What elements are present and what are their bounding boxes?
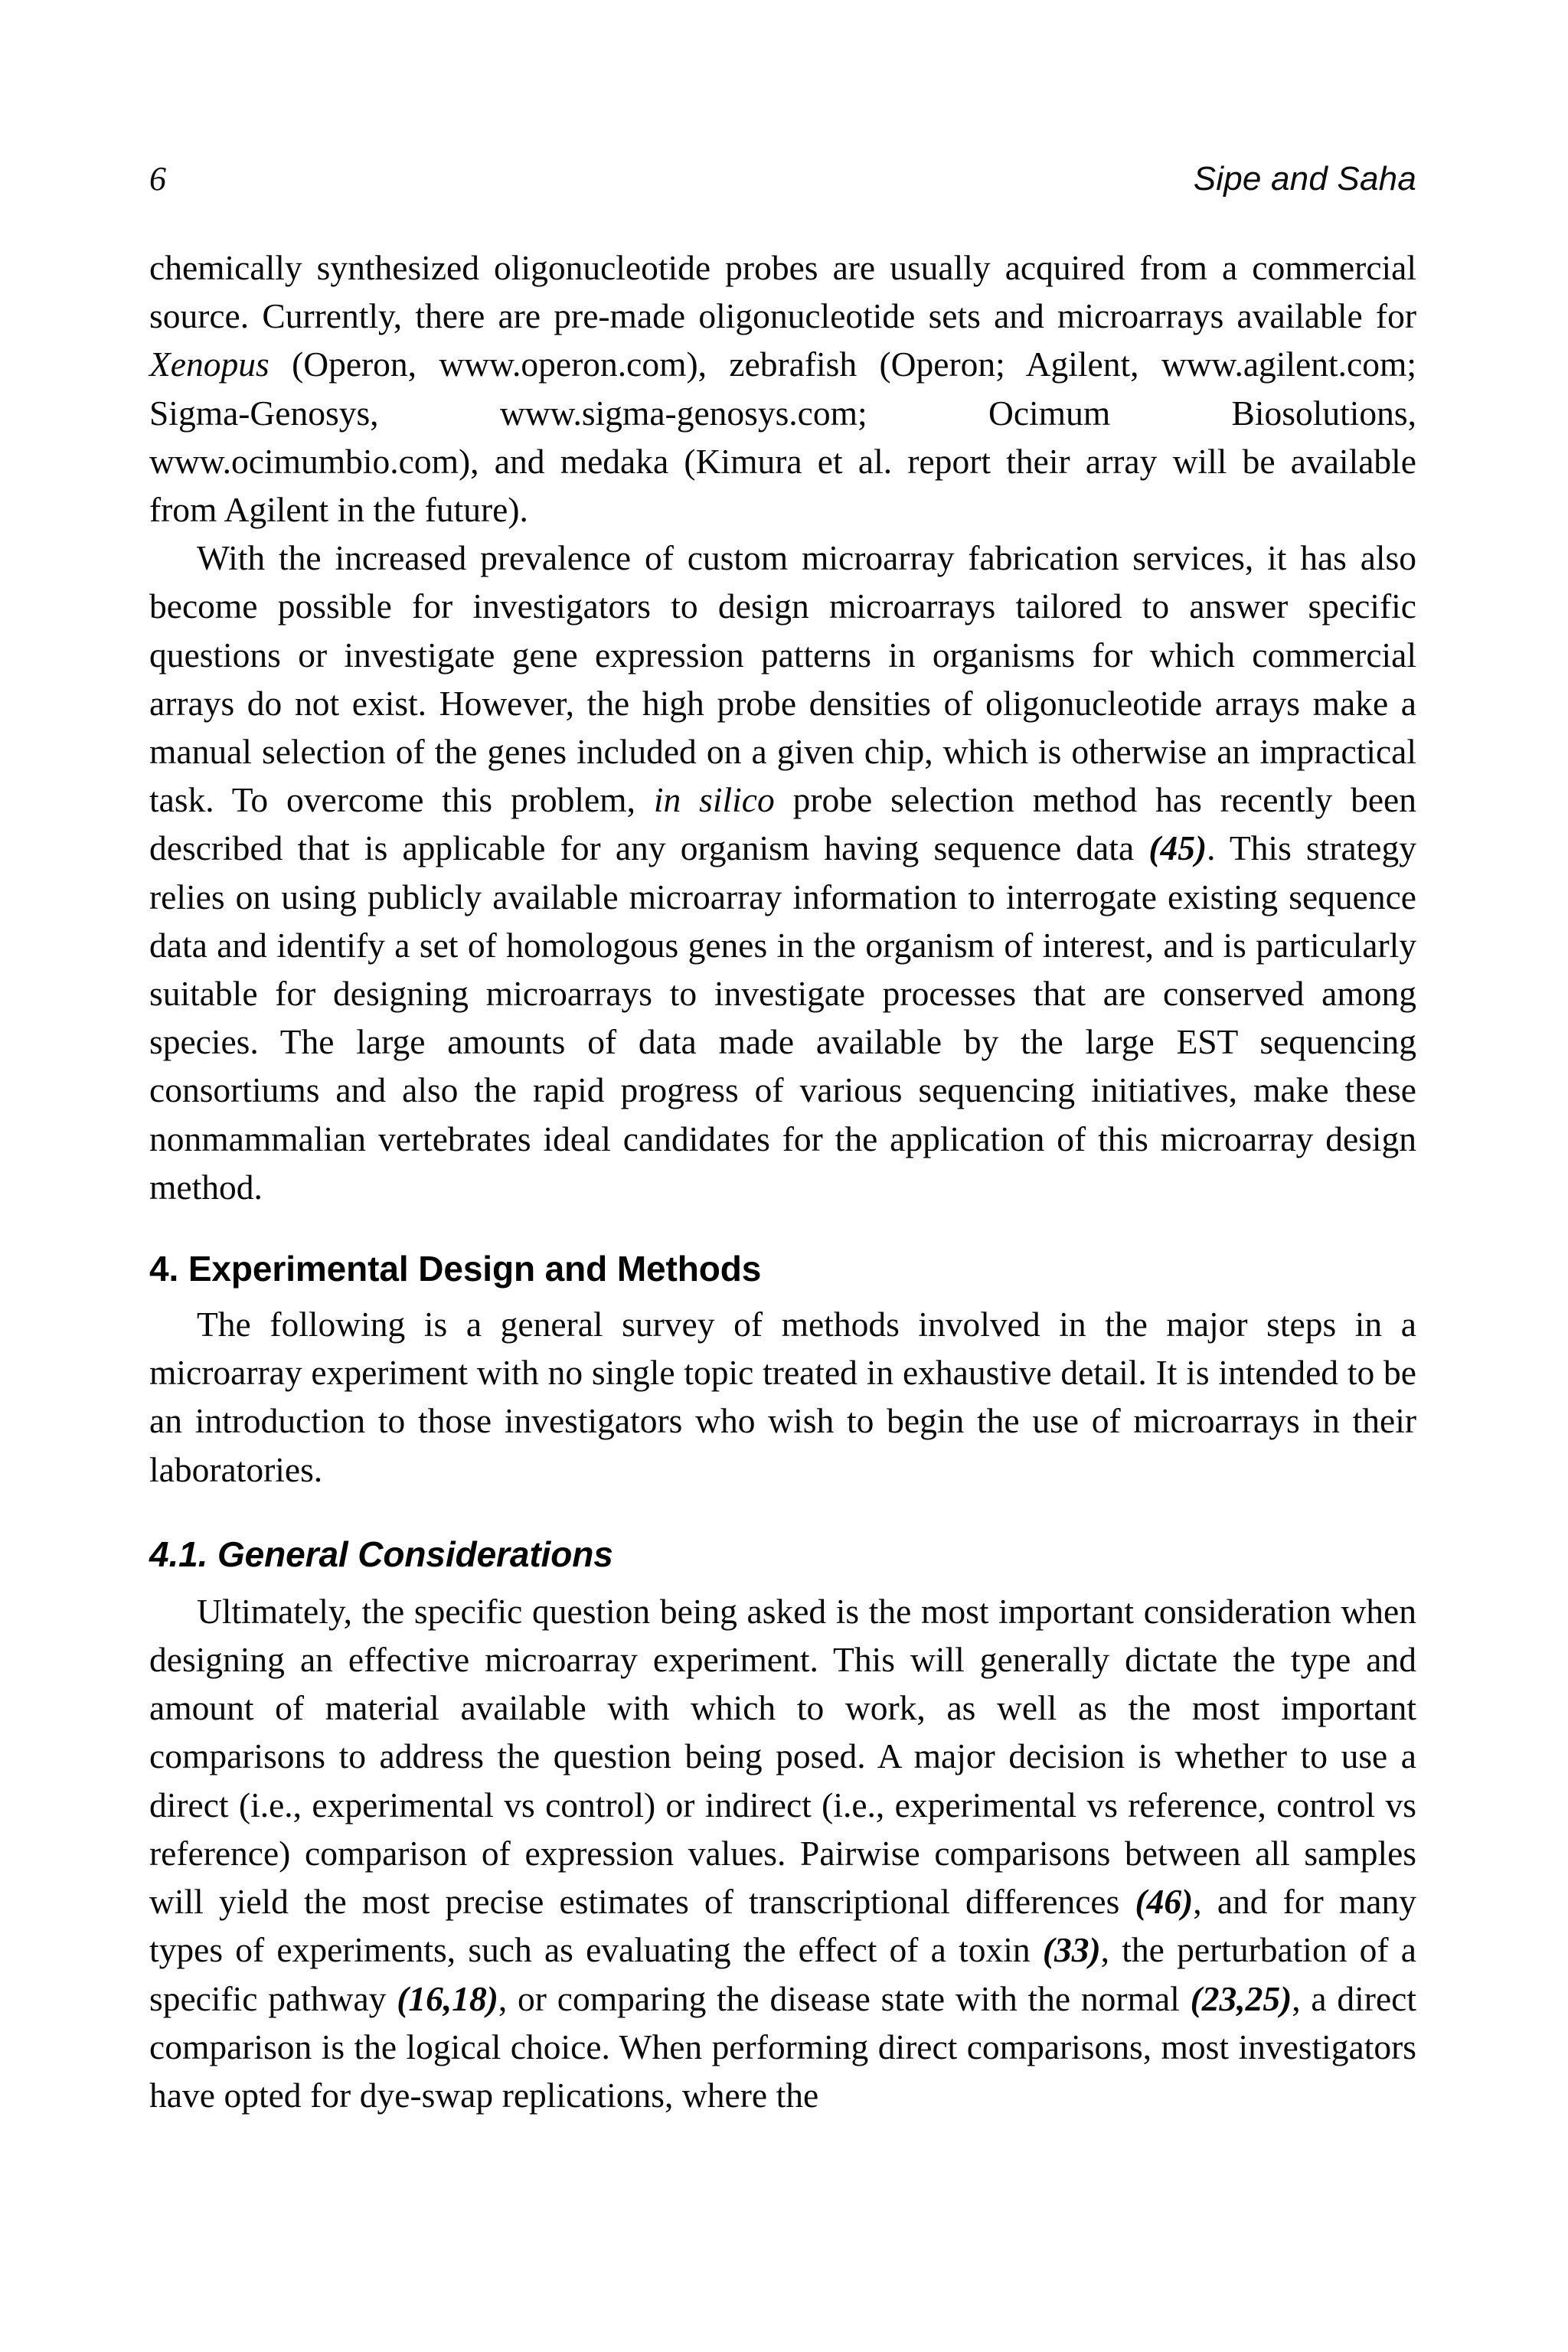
paragraph-continuation xyxy=(149,243,1416,534)
paragraph-general-considerations xyxy=(149,1587,1416,2119)
section-heading-4: 4. Experimental Design and Methods xyxy=(149,1249,762,1289)
paragraph-4-part-5: , a direct comparison is the logical choice. When performing direct comparisons, most investigators have opted for dye-swap replications, where the xyxy=(149,1978,1416,2115)
latin-phrase-in-silico: in silico xyxy=(653,780,775,820)
citation-23-25: (23,25) xyxy=(1190,1978,1292,2018)
paragraph-4-part-4: , or comparing the disease state with the normal xyxy=(498,1978,1191,2018)
species-name-xenopus: Xenopus xyxy=(149,345,270,384)
running-head xyxy=(149,159,1416,205)
citation-46: (46) xyxy=(1135,1882,1194,1922)
citation-16-18: (16,18) xyxy=(397,1978,498,2018)
paragraph-general-survey: The following is a general survey of methods involved in the major steps in a microarray experiment with no single topic treated in exhaustive detail. It is intended to be an introduction to those investigators who wish to begin the use of microarrays in their laboratories. xyxy=(149,1305,1416,1489)
spacer-before-subsection-heading xyxy=(149,1494,1416,1532)
paragraph-4-part-1: Ultimately, the specific question being asked is the most important consideration when designing an effective microarray experiment. This will generally dictate the type and amount of material available with which to work, as well as the most important comparisons to address the question being posed. A major decision is whether to use a direct (i.e., experimental vs control) or indirect (i.e., experimental vs reference, control vs reference) comparison of expression values. Pairwise comparisons between all samples will yield the most precise estimates of transcriptional differences xyxy=(149,1591,1416,1922)
citation-45: (45) xyxy=(1148,828,1207,868)
spacer-after-subsection-heading xyxy=(149,1576,1416,1587)
paragraph-4-part-3: , the perturbation of a specific pathway xyxy=(149,1930,1416,2018)
running-head-authors: Sipe and Saha xyxy=(1193,160,1416,198)
paragraph-2-part-1: With the increased prevalence of custom microarray fabrication services, it has also become possible for investigators to design microarrays tailored to answer specific questions or investigate gene expression patterns in organisms for which commercial arrays do not exist. However, the high probe densities of oligonucleotide arrays make a manual selection of the genes included on a given chip, which is otherwise an impractical task. To overcome this problem, xyxy=(149,538,1416,820)
paragraph-2-part-2: probe selection method has recently been described that is applicable for any organism having sequence data xyxy=(149,780,1416,868)
spacer-after-section-heading xyxy=(149,1291,1416,1300)
page-number: 6 xyxy=(149,160,167,198)
subsection-heading-4-1: 4.1. General Considerations xyxy=(149,1534,613,1574)
paragraph-4-part-2: , and for many types of experiments, such as evaluating the effect of a toxin xyxy=(149,1882,1416,1970)
paragraph-1-text-before-species: chemically synthesized oligonucleotide probes are usually acquired from a commercial source. Currently, there are pre-made oligonucleotide sets and microarrays available for xyxy=(149,248,1416,336)
paragraph-custom-fabrication xyxy=(149,534,1416,1211)
paragraph-2-part-3: . This strategy relies on using publicly available microarray information to interrogate existing sequence data and identify a set of homologous genes in the organism of interest, and is particularly suitable for designing microarrays to investigate processes that are conserved among species. The large amounts of data made available by the large EST sequencing consortiums and also the rapid progress of various sequencing initiatives, make these nonmammalian vertebrates ideal candidates for the application of this microarray design method. xyxy=(149,828,1416,1207)
citation-33: (33) xyxy=(1042,1930,1101,1970)
spacer-before-section-heading xyxy=(149,1211,1416,1246)
text-column xyxy=(149,243,1416,2119)
paragraph-1-text-after-species: (Operon, www.operon.com), zebrafish (Operon; Agilent, www.agilent.com; Sigma-Genosys, www.sigma-genosys.com; Ocimum Biosolutions, www.ocimumbio.com), and medaka (Kimura et al. report their array will be available from Agilent in the future). xyxy=(149,345,1416,530)
